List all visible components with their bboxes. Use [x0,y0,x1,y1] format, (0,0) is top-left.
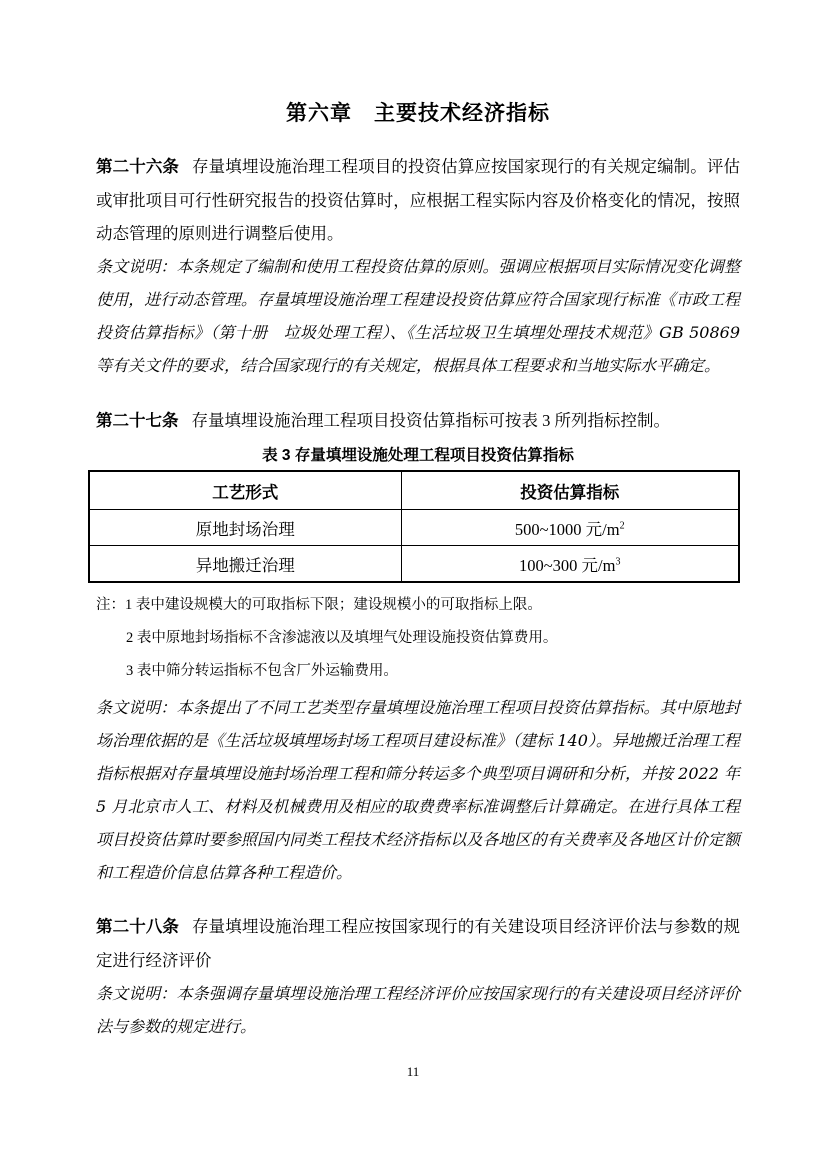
investment-indicator-table [88,470,740,583]
value-text: 500~1000 元/m [514,519,620,539]
table-header-process: 工艺形式 [89,471,401,510]
article-26-commentary [96,250,740,382]
value-text: 100~300 元/m [519,555,616,575]
table-cell-process: 原地封场治理 [89,510,401,546]
article-28-label: 第二十八条 [96,918,180,936]
article-27-paragraph [96,404,740,438]
article-27-body: 存量填埋设施治理工程项目投资估算指标可按表 3 所列指标控制。 [191,411,670,430]
article-27-commentary-text: 条文说明：本条提出了不同工艺类型存量填埋设施治理工程项目投资估算指标。其中原地封场治理依据的是《生活垃圾填埋场封场工程项目建设标准》（建标 140）。异地搬迁治理工程指标根据对存量填埋设施封场治理工程和筛分转运多个典型项目调研和分析，并按 2022 年 5 月北京市人工、材料及机械费用及相应的取费费率标准调整后计算确定。在进行具体工程项目投资估算时要参照国内同类工程技术经济指标以及各地区的有关费率及各地区计价定额和工程造价信息估算各种工程造价。 [96,698,740,882]
page-number: 11 [406,1064,420,1079]
table-header-indicator: 投资估算指标 [401,471,739,510]
article-26-body: 存量填埋设施治理工程项目的投资估算应按国家现行的有关规定编制。评估或审批项目可行性研究报告的投资估算时，应根据工程实际内容及价格变化的情况，按照动态管理的原则进行调整后使用。 [96,157,741,243]
article-26-label: 第二十六条 [96,158,180,176]
article-28-paragraph [96,910,740,977]
table-cell-value [401,510,739,546]
article-28-body: 存量填埋设施治理工程应按国家现行的有关建设项目经济评价法与参数的规定进行经济评价 [96,917,741,970]
table-cell-value [401,546,739,583]
article-27-label: 第二十七条 [96,412,179,430]
table-notes [96,589,740,688]
chapter-title: 第六章 主要技术经济指标 [286,102,550,125]
article-26-paragraph [96,150,740,250]
table-3-caption: 表 3 存量填埋设施处理工程项目投资估算指标 [262,447,574,464]
value-superscript: 2 [619,520,625,531]
table-note-2: 2 表中原地封场指标不含渗滤液以及填埋气处理设施投资估算费用。 [126,630,558,646]
value-superscript: 3 [615,556,621,567]
table-note-3: 3 表中筛分转运指标不包含厂外运输费用。 [126,663,398,679]
article-28-commentary-text: 条文说明：本条强调存量填埋设施治理工程经济评价应按国家现行的有关建设项目经济评价法与参数的规定进行。 [96,984,740,1036]
table-header-row [89,471,739,510]
table-note-1: 注：1 表中建设规模大的可取指标下限；建设规模小的可取指标上限。 [96,597,542,613]
table-cell-process: 异地搬迁治理 [89,546,401,583]
article-27-commentary [96,691,740,889]
table-row [89,546,739,583]
table-row [89,510,739,546]
article-26-commentary-text: 条文说明：本条规定了编制和使用工程投资估算的原则。强调应根据项目实际情况变化调整使用，进行动态管理。存量填埋设施治理工程建设投资估算应符合国家现行标准《市政工程投资估算指标》（第十册 垃圾处理工程）、《生活垃圾卫生填埋处理技术规范》GB 50869 等有关文件的要求，结合国家现行的有关规定，根据具体工程要求和当地实际水平确定。 [96,257,740,375]
page-content [96,0,740,1043]
article-28-commentary [96,977,740,1043]
